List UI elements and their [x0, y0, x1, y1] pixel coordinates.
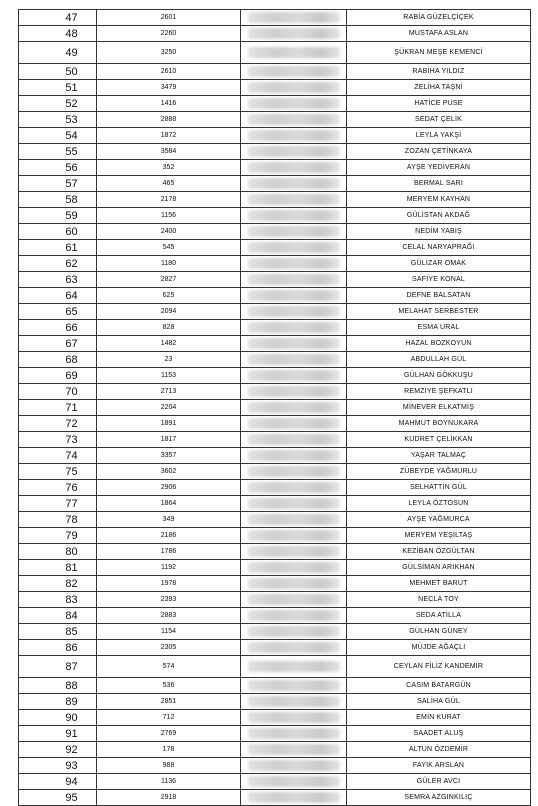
registry-number: 2305 [97, 640, 241, 656]
table-row [19, 336, 531, 352]
row-number: 70 [19, 384, 97, 400]
registry-number: 3357 [97, 448, 241, 464]
blurred-redaction [248, 712, 340, 723]
registry-number: 536 [97, 678, 241, 694]
blurred-redaction [248, 498, 340, 509]
blurred-redaction [248, 386, 340, 397]
registry-number: 1156 [97, 208, 241, 224]
redacted-cell [241, 640, 347, 656]
blurred-redaction [248, 226, 340, 237]
registry-number: 1482 [97, 336, 241, 352]
blurred-redaction [248, 354, 340, 365]
registry-number: 712 [97, 710, 241, 726]
registry-number: 2827 [97, 272, 241, 288]
table-row [19, 42, 531, 64]
blurred-redaction [248, 760, 340, 771]
redacted-cell [241, 624, 347, 640]
registry-number: 1786 [97, 544, 241, 560]
registry-number: 2918 [97, 790, 241, 806]
registry-number: 988 [97, 758, 241, 774]
redacted-cell [241, 400, 347, 416]
registry-number: 1136 [97, 774, 241, 790]
registry-number: 2094 [97, 304, 241, 320]
redacted-cell [241, 592, 347, 608]
person-name: GÜLİZAR OMAK [347, 256, 531, 272]
blurred-redaction [248, 66, 340, 77]
registry-number: 1864 [97, 496, 241, 512]
row-number: 52 [19, 96, 97, 112]
registry-number: 2186 [97, 528, 241, 544]
person-name: SAFİYE KONAL [347, 272, 531, 288]
blurred-redaction [248, 450, 340, 461]
redacted-cell [241, 128, 347, 144]
blurred-redaction [248, 776, 340, 787]
blurred-redaction [248, 306, 340, 317]
blurred-redaction [248, 482, 340, 493]
row-number: 89 [19, 694, 97, 710]
person-name: ZELİHA TAŞNİ [347, 80, 531, 96]
person-name: GÜLHAN GÖKKUŞU [347, 368, 531, 384]
blurred-redaction [248, 434, 340, 445]
table-row [19, 790, 531, 806]
person-name: YAŞAR TALMAÇ [347, 448, 531, 464]
person-name: ESMA URAL [347, 320, 531, 336]
person-name: EMİN KURAT [347, 710, 531, 726]
person-name: MEHMET BARUT [347, 576, 531, 592]
redacted-cell [241, 576, 347, 592]
person-name: GÜLİSTAN AKDAĞ [347, 208, 531, 224]
table-row [19, 758, 531, 774]
table-row [19, 774, 531, 790]
table-row [19, 144, 531, 160]
redacted-cell [241, 608, 347, 624]
table-row [19, 432, 531, 448]
table-row [19, 256, 531, 272]
row-number: 68 [19, 352, 97, 368]
registry-number: 1872 [97, 128, 241, 144]
table-row [19, 416, 531, 432]
person-name: REMZİYE ŞEFKATLI [347, 384, 531, 400]
blurred-redaction [248, 274, 340, 285]
redacted-cell [241, 790, 347, 806]
redacted-cell [241, 42, 347, 64]
person-name: MAHMUT BOYNUKARA [347, 416, 531, 432]
person-name: NECLA TOY [347, 592, 531, 608]
registry-number: 2906 [97, 480, 241, 496]
row-number: 85 [19, 624, 97, 640]
row-number: 69 [19, 368, 97, 384]
redacted-cell [241, 678, 347, 694]
blurred-redaction [248, 338, 340, 349]
registry-number: 1891 [97, 416, 241, 432]
registry-number: 3479 [97, 80, 241, 96]
row-number: 57 [19, 176, 97, 192]
person-name: CASIM BATARGÜN [347, 678, 531, 694]
redacted-cell [241, 512, 347, 528]
row-number: 94 [19, 774, 97, 790]
blurred-redaction [248, 661, 340, 672]
registry-number: 625 [97, 288, 241, 304]
registry-number: 1978 [97, 576, 241, 592]
redacted-cell [241, 758, 347, 774]
row-number: 92 [19, 742, 97, 758]
row-number: 62 [19, 256, 97, 272]
registry-number: 2883 [97, 608, 241, 624]
table-body [19, 10, 531, 806]
table-row [19, 464, 531, 480]
person-name: AYŞE YAĞMURCA [347, 512, 531, 528]
person-name: LEYLA YAKŞİ [347, 128, 531, 144]
blurred-redaction [248, 418, 340, 429]
person-name: GÜLER AVCI [347, 774, 531, 790]
row-number: 75 [19, 464, 97, 480]
person-name: GÜLSİMAN ARIKHAN [347, 560, 531, 576]
redacted-cell [241, 304, 347, 320]
person-name: KUDRET ÇELİKKAN [347, 432, 531, 448]
row-number: 72 [19, 416, 97, 432]
redacted-cell [241, 112, 347, 128]
table-row [19, 224, 531, 240]
row-number: 71 [19, 400, 97, 416]
redacted-cell [241, 272, 347, 288]
row-number: 73 [19, 432, 97, 448]
registry-number: 1817 [97, 432, 241, 448]
row-number: 80 [19, 544, 97, 560]
person-name: SALİHA GÜL [347, 694, 531, 710]
blurred-redaction [248, 594, 340, 605]
registry-number: 2888 [97, 112, 241, 128]
redacted-cell [241, 448, 347, 464]
table-row [19, 544, 531, 560]
registry-number: 465 [97, 176, 241, 192]
redacted-cell [241, 288, 347, 304]
row-number: 74 [19, 448, 97, 464]
registry-number: 574 [97, 656, 241, 678]
table-row [19, 176, 531, 192]
redacted-cell [241, 64, 347, 80]
person-name: AYŞE YEDİVERAN [347, 160, 531, 176]
blurred-redaction [248, 12, 340, 23]
row-number: 77 [19, 496, 97, 512]
blurred-redaction [248, 562, 340, 573]
row-number: 78 [19, 512, 97, 528]
registry-number: 1180 [97, 256, 241, 272]
redacted-cell [241, 26, 347, 42]
blurred-redaction [248, 744, 340, 755]
row-number: 76 [19, 480, 97, 496]
blurred-redaction [248, 626, 340, 637]
person-name: MÜJDE AĞAÇLI [347, 640, 531, 656]
row-number: 84 [19, 608, 97, 624]
person-name: ŞÜKRAN MEŞE KEMENCİ [347, 42, 531, 64]
redacted-cell [241, 224, 347, 240]
row-number: 67 [19, 336, 97, 352]
redacted-cell [241, 656, 347, 678]
row-number: 53 [19, 112, 97, 128]
person-name: ZOZAN ÇETİNKAYA [347, 144, 531, 160]
table-row [19, 208, 531, 224]
blurred-redaction [248, 680, 340, 691]
redacted-cell [241, 352, 347, 368]
table-row [19, 352, 531, 368]
registry-number: 3584 [97, 144, 241, 160]
row-number: 61 [19, 240, 97, 256]
row-number: 56 [19, 160, 97, 176]
registry-number: 2601 [97, 10, 241, 26]
row-number: 63 [19, 272, 97, 288]
registry-number: 178 [97, 742, 241, 758]
blurred-redaction [248, 696, 340, 707]
table-row [19, 128, 531, 144]
blurred-redaction [248, 514, 340, 525]
person-name: ZÜBEYDE YAĞMURLU [347, 464, 531, 480]
table-row [19, 304, 531, 320]
registry-number: 2769 [97, 726, 241, 742]
redacted-cell [241, 176, 347, 192]
row-number: 83 [19, 592, 97, 608]
blurred-redaction [248, 242, 340, 253]
row-number: 47 [19, 10, 97, 26]
table-row [19, 678, 531, 694]
row-number: 95 [19, 790, 97, 806]
person-name: HAZAL BOZKOYUN [347, 336, 531, 352]
row-number: 93 [19, 758, 97, 774]
person-name: SEMRA AZGINKILIÇ [347, 790, 531, 806]
table-row [19, 288, 531, 304]
row-number: 54 [19, 128, 97, 144]
registry-number: 3250 [97, 42, 241, 64]
registry-number: 2400 [97, 224, 241, 240]
table-row [19, 512, 531, 528]
redacted-cell [241, 256, 347, 272]
blurred-redaction [248, 642, 340, 653]
person-name: MERYEM YEŞİLTAŞ [347, 528, 531, 544]
registry-number: 1154 [97, 624, 241, 640]
table-row [19, 592, 531, 608]
redacted-cell [241, 726, 347, 742]
row-number: 86 [19, 640, 97, 656]
redacted-cell [241, 96, 347, 112]
table-row [19, 480, 531, 496]
registry-number: 2610 [97, 64, 241, 80]
redacted-cell [241, 240, 347, 256]
person-name: ALTUN ÖZDEMİR [347, 742, 531, 758]
registry-number: 2204 [97, 400, 241, 416]
row-number: 48 [19, 26, 97, 42]
table-row [19, 384, 531, 400]
row-number: 66 [19, 320, 97, 336]
redacted-cell [241, 208, 347, 224]
registry-number: 1416 [97, 96, 241, 112]
blurred-redaction [248, 114, 340, 125]
blurred-redaction [248, 146, 340, 157]
redacted-cell [241, 320, 347, 336]
person-name: BERMAL SARI [347, 176, 531, 192]
row-number: 59 [19, 208, 97, 224]
registry-number: 2713 [97, 384, 241, 400]
blurred-redaction [248, 47, 340, 58]
row-number: 50 [19, 64, 97, 80]
blurred-redaction [248, 28, 340, 39]
table-row [19, 240, 531, 256]
table-row [19, 96, 531, 112]
person-name: CEYLAN FİLİZ KANDEMİR [347, 656, 531, 678]
table-row [19, 560, 531, 576]
redacted-cell [241, 144, 347, 160]
table-row [19, 272, 531, 288]
redacted-cell [241, 384, 347, 400]
row-number: 88 [19, 678, 97, 694]
person-name: MUSTAFA ASLAN [347, 26, 531, 42]
person-name: RABİHA YILDIZ [347, 64, 531, 80]
redacted-cell [241, 10, 347, 26]
person-name: SEDA ATİLLA [347, 608, 531, 624]
table-row [19, 528, 531, 544]
blurred-redaction [248, 402, 340, 413]
redacted-cell [241, 710, 347, 726]
row-number: 82 [19, 576, 97, 592]
blurred-redaction [248, 322, 340, 333]
registry-number: 1153 [97, 368, 241, 384]
table-row [19, 576, 531, 592]
blurred-redaction [248, 530, 340, 541]
table-row [19, 64, 531, 80]
blurred-redaction [248, 290, 340, 301]
row-number: 90 [19, 710, 97, 726]
redacted-cell [241, 416, 347, 432]
registry-number: 2260 [97, 26, 241, 42]
table-row [19, 694, 531, 710]
redacted-cell [241, 694, 347, 710]
blurred-redaction [248, 210, 340, 221]
redacted-cell [241, 742, 347, 758]
row-number: 58 [19, 192, 97, 208]
person-name: MERYEM KAYHAN [347, 192, 531, 208]
table-row [19, 112, 531, 128]
blurred-redaction [248, 610, 340, 621]
table-row [19, 608, 531, 624]
blurred-redaction [248, 82, 340, 93]
redacted-cell [241, 528, 347, 544]
redacted-cell [241, 480, 347, 496]
redacted-cell [241, 774, 347, 790]
personnel-table [18, 9, 531, 806]
registry-number: 23 [97, 352, 241, 368]
table-row [19, 10, 531, 26]
person-name: FAYIK ARSLAN [347, 758, 531, 774]
blurred-redaction [248, 194, 340, 205]
table-row [19, 400, 531, 416]
registry-number: 352 [97, 160, 241, 176]
person-name: GÜLHAN GÜNEY [347, 624, 531, 640]
registry-number: 1192 [97, 560, 241, 576]
blurred-redaction [248, 98, 340, 109]
row-number: 55 [19, 144, 97, 160]
person-name: SELHATTİN GÜL [347, 480, 531, 496]
redacted-cell [241, 464, 347, 480]
blurred-redaction [248, 258, 340, 269]
redacted-cell [241, 496, 347, 512]
row-number: 87 [19, 656, 97, 678]
row-number: 91 [19, 726, 97, 742]
registry-number: 2393 [97, 592, 241, 608]
row-number: 64 [19, 288, 97, 304]
table-row [19, 448, 531, 464]
person-name: KEZİBAN ÖZGÜLTAN [347, 544, 531, 560]
redacted-cell [241, 336, 347, 352]
redacted-cell [241, 192, 347, 208]
registry-number: 2851 [97, 694, 241, 710]
table-row [19, 742, 531, 758]
person-name: HATİCE PUSE [347, 96, 531, 112]
person-name: LEYLA ÖZTOSUN [347, 496, 531, 512]
blurred-redaction [248, 546, 340, 557]
registry-number: 2178 [97, 192, 241, 208]
table-row [19, 624, 531, 640]
redacted-cell [241, 544, 347, 560]
registry-number: 828 [97, 320, 241, 336]
blurred-redaction [248, 370, 340, 381]
redacted-cell [241, 560, 347, 576]
table-row [19, 192, 531, 208]
table-row [19, 726, 531, 742]
person-name: ABDULLAH GÜL [347, 352, 531, 368]
table-row [19, 160, 531, 176]
person-name: SAADET ALUŞ [347, 726, 531, 742]
redacted-cell [241, 80, 347, 96]
row-number: 51 [19, 80, 97, 96]
person-name: SEDAT ÇELİK [347, 112, 531, 128]
table-row [19, 710, 531, 726]
registry-number: 3602 [97, 464, 241, 480]
table-row [19, 368, 531, 384]
blurred-redaction [248, 728, 340, 739]
row-number: 60 [19, 224, 97, 240]
redacted-cell [241, 432, 347, 448]
row-number: 65 [19, 304, 97, 320]
registry-number: 349 [97, 512, 241, 528]
blurred-redaction [248, 466, 340, 477]
redacted-cell [241, 368, 347, 384]
blurred-redaction [248, 578, 340, 589]
table-row [19, 640, 531, 656]
person-name: CELAL NARYAPRAĞI [347, 240, 531, 256]
table-row [19, 496, 531, 512]
person-name: RABİA GÜZELÇİÇEK [347, 10, 531, 26]
table-row [19, 80, 531, 96]
blurred-redaction [248, 130, 340, 141]
person-name: MELAHAT SERBESTER [347, 304, 531, 320]
table-row [19, 656, 531, 678]
table-row [19, 320, 531, 336]
person-name: DEFNE BALSATAN [347, 288, 531, 304]
redacted-cell [241, 160, 347, 176]
blurred-redaction [248, 178, 340, 189]
blurred-redaction [248, 792, 340, 803]
row-number: 81 [19, 560, 97, 576]
blurred-redaction [248, 162, 340, 173]
registry-number: 545 [97, 240, 241, 256]
row-number: 49 [19, 42, 97, 64]
row-number: 79 [19, 528, 97, 544]
person-name: MİNEVER ELKATMIŞ [347, 400, 531, 416]
table-row [19, 26, 531, 42]
person-name: NEDİM YABIŞ [347, 224, 531, 240]
